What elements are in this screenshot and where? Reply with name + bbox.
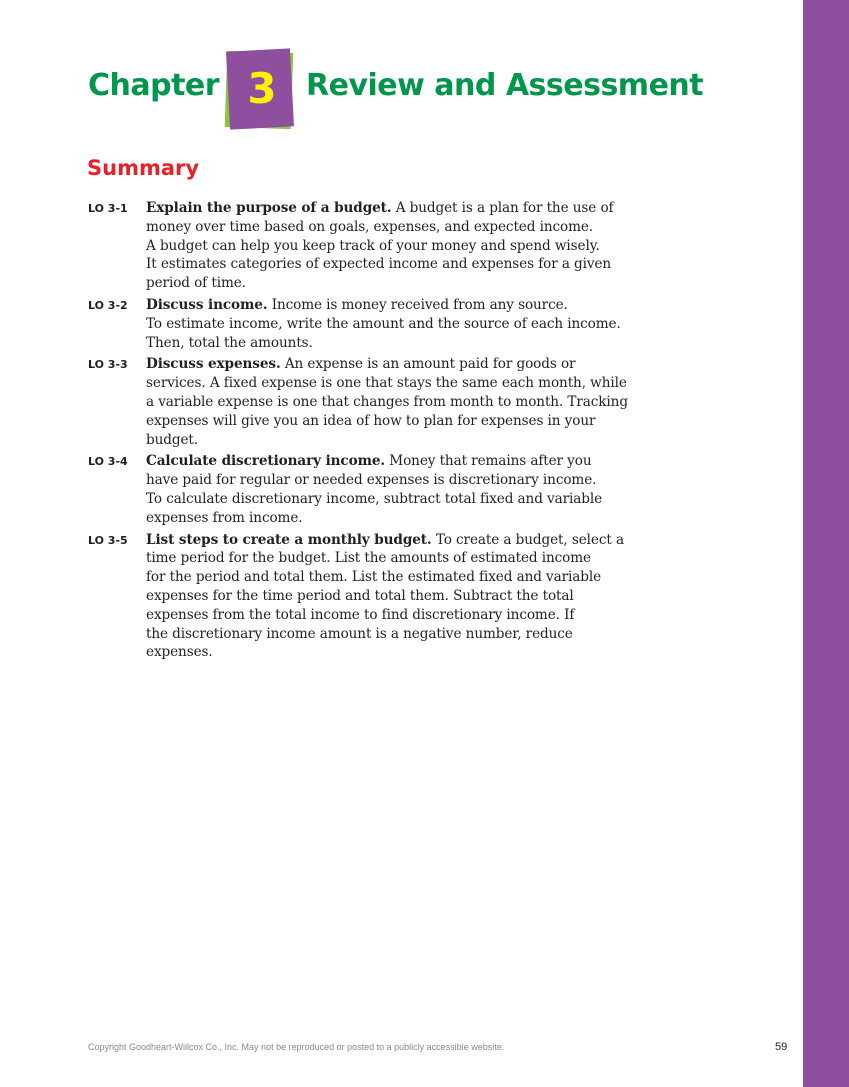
summary-line: expenses will give you an idea of how to plan for expenses in your xyxy=(146,412,596,429)
summary-line: Then, total the amounts. xyxy=(146,334,313,351)
title-chapter-word: Chapter xyxy=(88,68,220,103)
summary-line xyxy=(146,452,628,471)
objective-title: Calculate discretionary income. xyxy=(146,453,386,470)
summary-line xyxy=(146,296,628,315)
objective-title: Discuss income. xyxy=(146,296,268,313)
section-heading-summary: Summary xyxy=(87,156,200,180)
summary-line: for the period and total them. List the estimated fixed and variable xyxy=(146,569,602,586)
learning-objective-label: LO 3-1 xyxy=(88,202,128,215)
learning-objective-label: LO 3-3 xyxy=(88,358,128,372)
summary-line: expenses for the time period and total them. Subtract the total xyxy=(146,587,574,604)
summary-line xyxy=(146,199,628,218)
page-number: 59 xyxy=(775,1041,788,1053)
title-review-words: Review and Assessment xyxy=(306,68,704,103)
copyright-footer: Copyright Goodheart-Willcox Co., Inc. May not be reproduced or posted to a publicly accessible website. xyxy=(88,1042,505,1052)
summary-text: Money that remains after you xyxy=(385,453,592,470)
summary-item xyxy=(88,452,628,527)
summary-line xyxy=(146,531,628,550)
summary-line: To calculate discretionary income, subtract total fixed and variable xyxy=(146,490,603,507)
summary-line: money over time based on goals, expenses, and expected income. xyxy=(146,218,594,235)
objective-title: Discuss expenses. xyxy=(146,356,281,373)
learning-objective-label: LO 3-5 xyxy=(88,533,128,547)
summary-line: period of time. xyxy=(146,275,246,292)
summary-line xyxy=(146,355,628,374)
summary-line: A budget can help you keep track of your money and spend wisely. xyxy=(146,237,600,254)
summary-line: budget. xyxy=(146,431,198,448)
summary-item xyxy=(88,199,628,293)
summary-item xyxy=(88,296,628,352)
learning-objective-label: LO 3-2 xyxy=(88,298,128,312)
summary-line: a variable expense is one that changes from month to month. Tracking xyxy=(146,393,628,410)
learning-objective-label: LO 3-4 xyxy=(88,455,128,469)
page-edge-color-bar xyxy=(803,0,849,1087)
chapter-number-badge xyxy=(222,48,302,132)
summary-line: expenses from the total income to find discretionary income. If xyxy=(146,606,575,623)
summary-list xyxy=(88,199,628,665)
summary-text: Income is money received from any source. xyxy=(267,296,568,313)
summary-line: the discretionary income amount is a negative number, reduce xyxy=(146,625,573,642)
summary-line: time period for the budget. List the amounts of estimated income xyxy=(146,550,591,567)
summary-line: have paid for regular or needed expenses is discretionary income. xyxy=(146,472,597,489)
summary-line: It estimates categories of expected income and expenses for a given xyxy=(146,256,612,273)
summary-text: An expense is an amount paid for goods or xyxy=(280,356,576,373)
summary-line: expenses. xyxy=(146,644,213,661)
summary-text: To create a budget, select a xyxy=(431,531,624,548)
summary-line: services. A fixed expense is one that stays the same each month, while xyxy=(146,375,627,392)
summary-line: To estimate income, write the amount and the source of each income. xyxy=(146,315,621,332)
objective-title: Explain the purpose of a budget. xyxy=(146,200,392,216)
summary-item xyxy=(88,531,628,663)
summary-line: expenses from income. xyxy=(146,509,303,526)
chapter-number: 3 xyxy=(247,64,277,113)
summary-text: A budget is a plan for the use of xyxy=(391,200,614,216)
objective-title: List steps to create a monthly budget. xyxy=(146,531,432,548)
summary-item xyxy=(88,355,628,449)
chapter-title xyxy=(88,48,788,138)
